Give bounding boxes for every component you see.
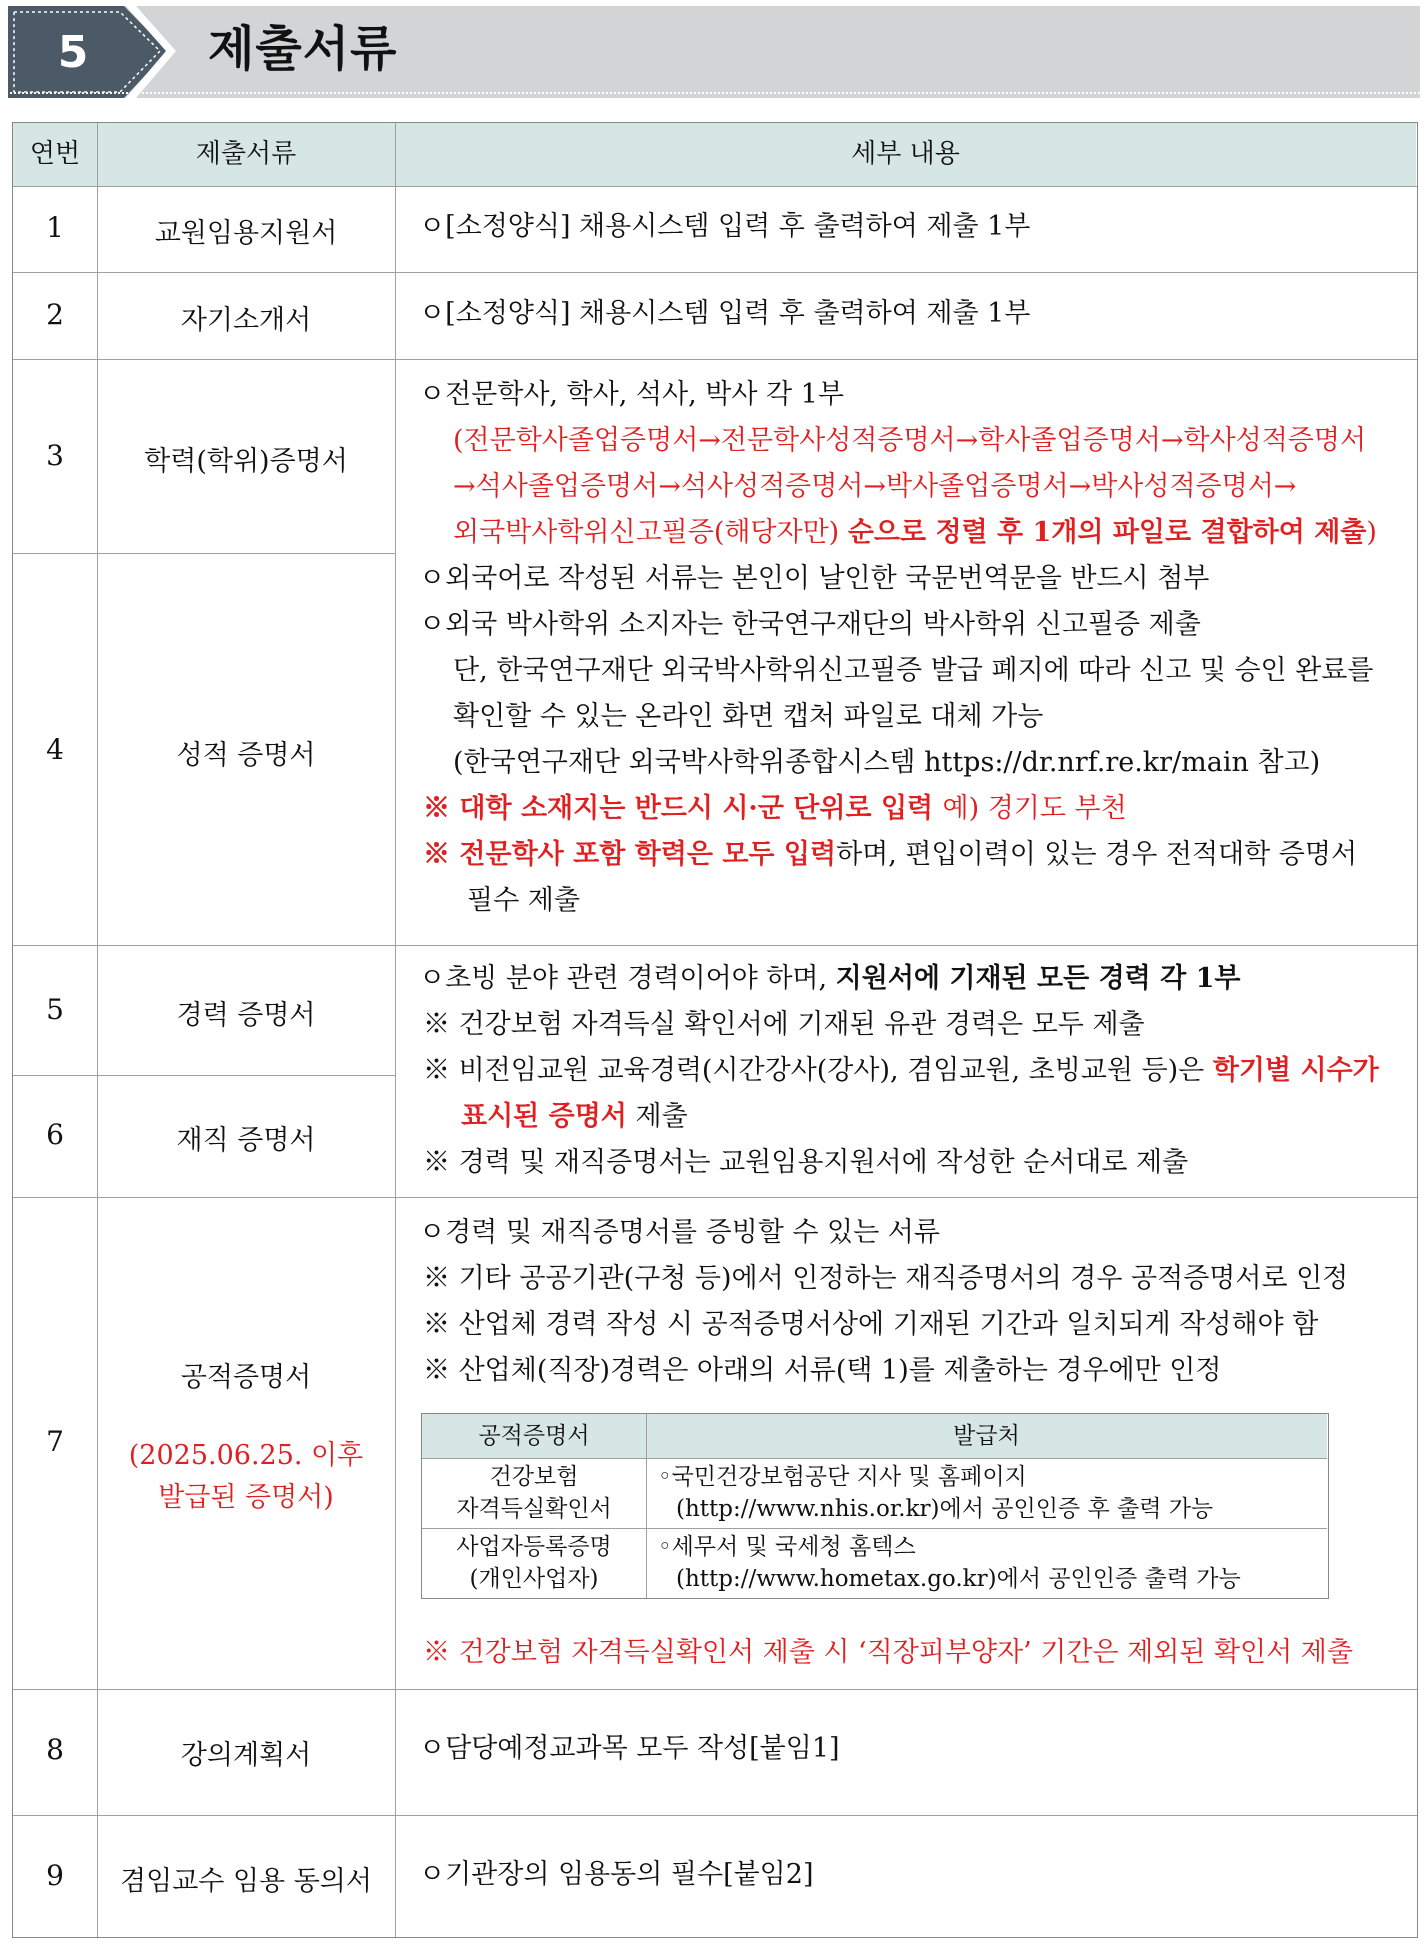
detail-line: ※ 산업체 경력 작성 시 공적증명서상에 기재된 기간과 일치되게 작성해야 함 [423,1309,1319,1340]
detail-line: ※ 경력 및 재직증명서는 교원임용지원서에 작성한 순서대로 제출 [423,1147,1189,1178]
detail-line: ㅇ외국어로 작성된 서류는 본인이 날인한 국문번역문을 반드시 첨부 [419,563,1210,594]
detail-line: ㅇ초빙 분야 관련 경력이어야 하며, 지원서에 기재된 모든 경력 각 1부 [419,963,1241,994]
detail-line: 단, 한국연구재단 외국박사학위신고필증 발급 폐지에 따라 신고 및 승인 완료를 [453,655,1374,686]
documents-table [12,122,1418,1938]
row-divider [13,272,1417,273]
certificate-subtable [421,1413,1329,1599]
row-divider [13,1075,395,1076]
row-divider [13,186,1417,187]
detail-line: ※ 건강보험 자격득실 확인서에 기재된 유관 경력은 모두 제출 [423,1009,1145,1040]
detail-line: (전문학사졸업증명서→전문학사성적증명서→학사졸업증명서→학사성적증명서 [453,425,1367,456]
section-header [0,0,1428,100]
detail-line: →석사졸업증명서→석사성적증명서→박사졸업증명서→박사성적증명서→ [453,471,1297,502]
detail-line: ㅇ경력 및 재직증명서를 증빙할 수 있는 서류 [419,1217,940,1248]
row-detail: ㅇ담당예정교과목 모두 작성[붙임1] [419,1733,840,1764]
row-number: 6 [46,1118,64,1151]
subtable-cert-name: 사업자등록증명 [456,1534,612,1560]
section-number: 5 [57,27,89,78]
row-document-note: (2025.06.25. 이후 [128,1440,364,1471]
detail-line: (한국연구재단 외국박사학위종합시스템 https://dr.nrf.re.kr/main 참고) [453,747,1321,778]
detail-line: ㅇ외국 박사학위 소지자는 한국연구재단의 박사학위 신고필증 제출 [419,609,1201,640]
detail-line: ※ 비전임교원 교육경력(시간강사(강사), 겸임교원, 초빙교원 등)은 학기별 시수가 [423,1055,1379,1086]
row-number: 7 [46,1425,64,1458]
row-number: 3 [46,439,64,472]
row-divider [13,553,395,554]
row-divider [13,945,1417,946]
detail-line: ※ 전문학사 포함 학력은 모두 입력하며, 편입이력이 있는 경우 전적대학 증명서 [423,839,1358,870]
row-divider [13,1197,1417,1198]
subtable-row-divider [422,1528,1327,1529]
row-document: 강의계획서 [180,1740,312,1771]
header-number: 연번 [29,139,81,169]
detail-footnote: ※ 건강보험 자격득실확인서 제출 시 ‘직장피부양자’ 기간은 제외된 확인서 제출 [423,1637,1353,1668]
header-dotted-rule [10,92,1420,94]
subtable-header-cert: 공적증명서 [478,1423,590,1449]
detail-line: ※ 기타 공공기관(구청 등)에서 인정하는 재직증명서의 경우 공적증명서로 인정 [423,1263,1349,1294]
subtable-cert-name: 자격득실확인서 [456,1496,612,1522]
detail-line: ㅇ전문학사, 학사, 석사, 박사 각 1부 [419,379,844,410]
detail-line: 외국박사학위신고필증(해당자만) 순으로 정렬 후 1개의 파일로 결합하여 제출) [453,517,1377,548]
row-document: 학력(학위)증명서 [144,446,348,477]
row-detail: ㅇ[소정양식] 채용시스템 입력 후 출력하여 제출 1부 [419,211,1031,242]
row-document: 교원임용지원서 [154,218,338,249]
detail-line: 필수 제출 [467,885,580,916]
row-number: 5 [46,993,64,1026]
row-document-note: 발급된 증명서) [158,1482,334,1513]
header-detail: 세부 내용 [851,139,960,169]
row-document: 성적 증명서 [176,740,316,771]
row-document: 재직 증명서 [176,1125,316,1156]
subtable-issuer-line: ◦세무서 및 국세청 홈텍스 [658,1534,916,1560]
row-detail: ㅇ[소정양식] 채용시스템 입력 후 출력하여 제출 1부 [419,298,1031,329]
subtable-issuer-line: ◦국민건강보험공단 지사 및 홈페이지 [658,1464,1027,1490]
row-document: 겸임교수 임용 동의서 [120,1866,372,1897]
detail-line: 표시된 증명서 제출 [461,1101,688,1132]
row-number: 9 [46,1859,64,1892]
row-divider [13,359,1417,360]
row-divider [13,1815,1417,1816]
subtable-header-issuer: 발급처 [953,1423,1020,1449]
subtable-issuer-line: (http://www.nhis.or.kr)에서 공인인증 후 출력 가능 [676,1496,1214,1522]
subtable-cert-name: 건강보험 [489,1464,579,1490]
section-title: 제출서류 [208,21,398,77]
subtable-cert-name: (개인사업자) [469,1566,599,1592]
section-number-badge [8,4,176,100]
row-number: 1 [46,211,64,244]
detail-line: ※ 산업체(직장)경력은 아래의 서류(택 1)를 제출하는 경우에만 인정 [423,1355,1222,1386]
subtable-issuer-line: (http://www.hometax.go.kr)에서 공인인증 출력 가능 [676,1566,1241,1592]
row-number: 4 [46,733,64,766]
detail-line: 확인할 수 있는 온라인 화면 캡처 파일로 대체 가능 [453,701,1044,732]
col-divider [395,123,396,1937]
row-detail: ㅇ기관장의 임용동의 필수[붙임2] [419,1859,814,1890]
detail-line: ※ 대학 소재지는 반드시 시·군 단위로 입력 예) 경기도 부천 [423,793,1127,824]
row-number: 2 [46,298,64,331]
row-divider [13,1689,1417,1690]
row-document: 공적증명서 [180,1362,312,1393]
subtable-row-divider [422,1458,1327,1459]
row-document: 경력 증명서 [176,1000,316,1031]
row-number: 8 [46,1733,64,1766]
row-document: 자기소개서 [180,305,312,336]
header-document: 제출서류 [195,139,297,169]
